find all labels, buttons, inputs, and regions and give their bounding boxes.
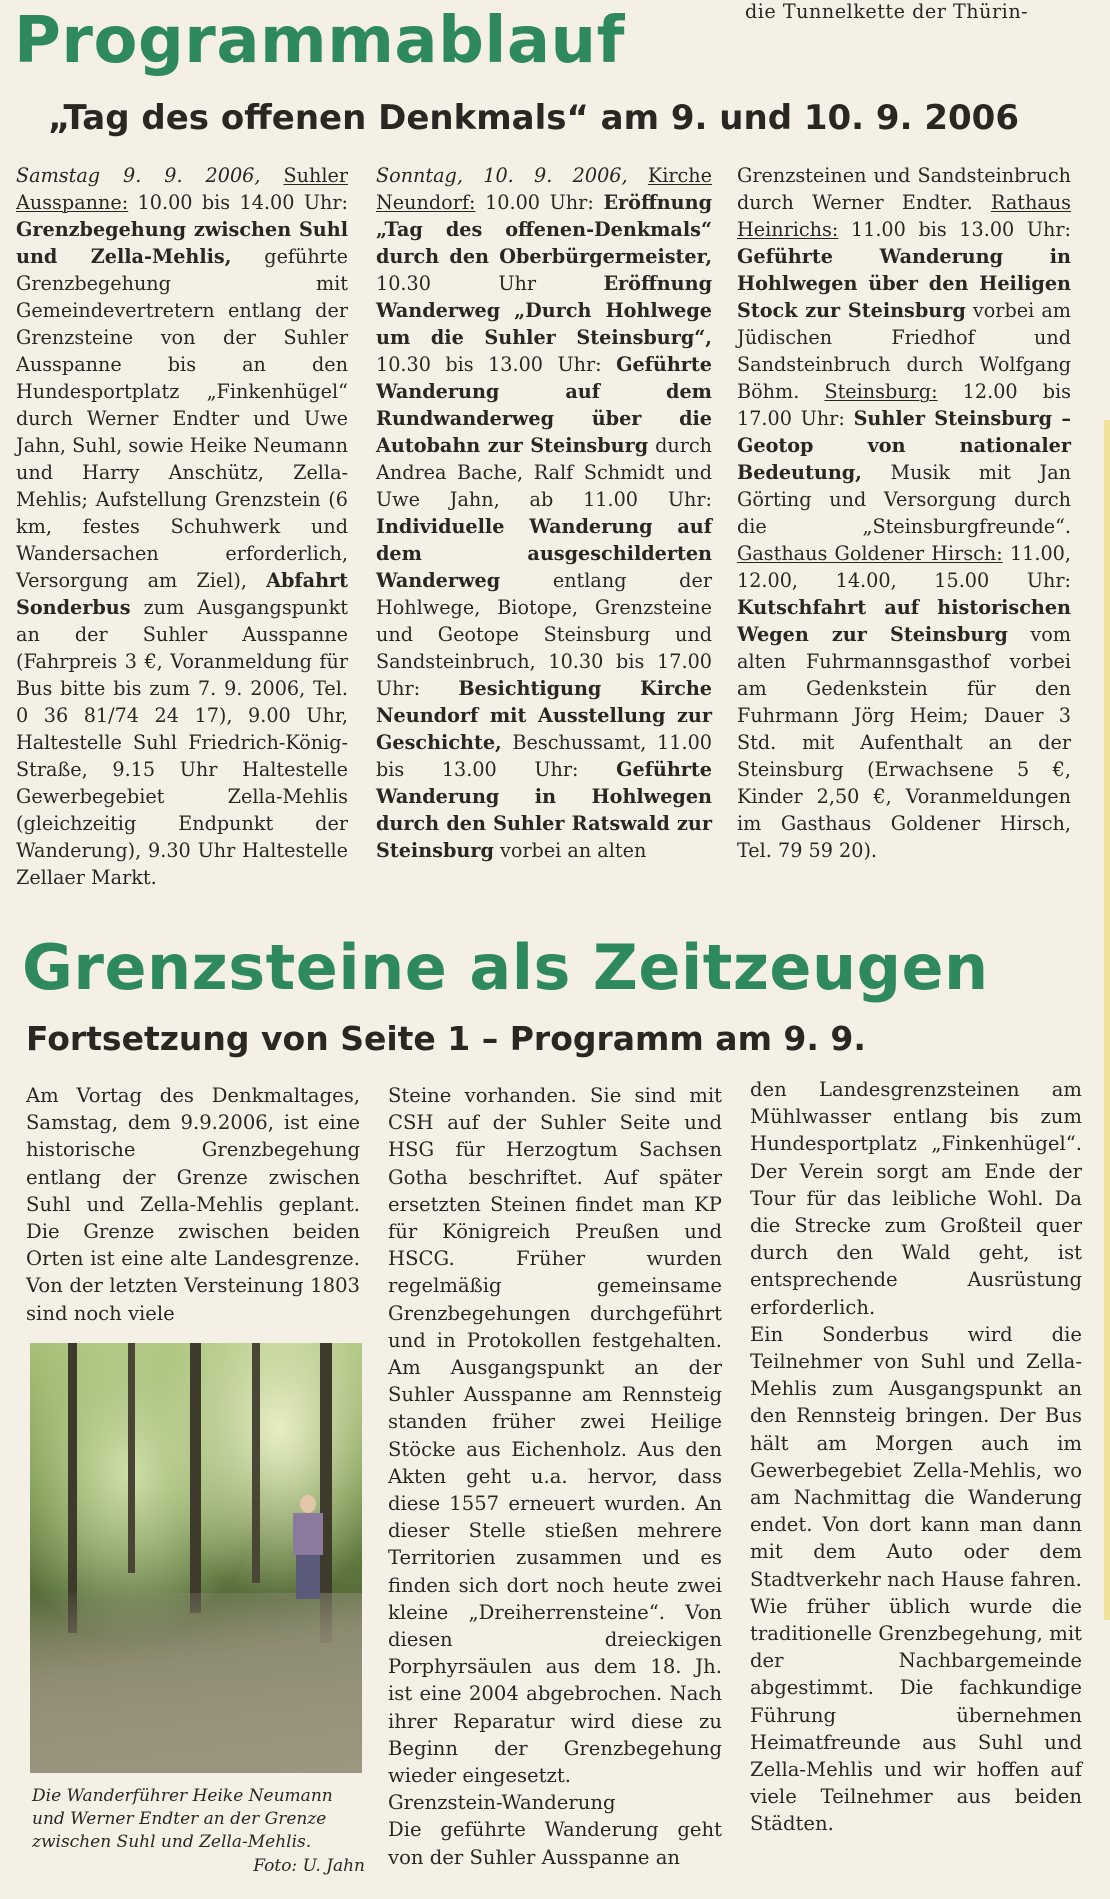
article-paragraph: Ein Sonderbus wird die Teilnehmer von Suhl und Zella-Mehlis zum Ausgangspunkt an den Rennsteig bringen. Der Bus hält am Morgen auch im Gewerbegebiet Zella-Mehlis, wo am Nachmittag die Wanderung endet. Von dort kann man dann mit dem Auto oder dem Stadtverkehr nach Hause fahren.: [750, 1322, 1082, 1591]
program-column-sunday: [376, 162, 712, 864]
previous-article-fragment: die Tunnelkette der Thürin-: [745, 0, 1029, 23]
location-label: Gasthaus Goldener Hirsch:: [737, 542, 1003, 565]
person-body: [293, 1513, 323, 1555]
event-title: Eröffnung „Tag des offenen-Denkmals“ durch den Oberbürgermeister,: [376, 191, 712, 268]
article-column-1: [26, 1082, 360, 1327]
location-label: Kirche Neundorf:: [376, 164, 712, 214]
person-head: [300, 1495, 316, 1513]
article-paragraph: den Landesgrenzsteinen am Mühlwasser entlang bis zum Hundesportplatz „Finkenhügel“. Der Verein sorgt am Ende der Tour für das leibliche Wohl. Da die Strecke zum Großteil quer durch den Wald geht, ist entsprechende Ausrüstung erforderlich.: [750, 1078, 1082, 1319]
photo-caption: Die Wanderführer Heike Neumann und Werner Endter an der Grenze zwischen Suhl und Zella-Mehlis.: [32, 1786, 333, 1852]
person-legs: [296, 1555, 320, 1599]
headline-grenzsteine: Grenzsteine als Zeitzeugen: [22, 931, 989, 1004]
event-title: Kutschfahrt auf historischen Wegen zur Steinsburg: [737, 596, 1071, 646]
event-title: Grenzbegehung zwischen Suhl und Zella-Mehlis,: [16, 218, 348, 268]
location-label: Steinsburg:: [824, 380, 938, 403]
event-title: Besichtigung Kirche Neundorf mit Ausstellung zur Geschichte,: [376, 677, 712, 754]
event-title: Geführte Wanderung in Hohlwegen durch den Suhler Ratswald zur Steinsburg: [376, 758, 712, 862]
article-paragraph: Steine vorhanden. Sie sind mit CSH auf der Suhler Seite und HSG für Herzogtum Sachsen Gotha beschriftet. Auf später ersetzten Steinen findet man KP für Königreich Preußen und HSCG. Früher wurden regelmäßig gemeinsame Grenzbegehungen durchgeführt und in Protokollen festgehalten. Am Ausgangspunkt an der Suhler Ausspanne am Rennsteig standen früher zwei Heilige Stöcke aus Eichenholz. Aus den Akten geht u.a. hervor, dass diese 1557 erneuert wurden. An dieser Stelle stießen mehrere Territorien zusammen und es finden sich dort noch heute zwei kleine „Dreiherrensteine“. Von diesen dreieckigen Porphyrsäulen aus dem 18. Jh. ist eine 2004 abgebrochen. Nach ihrer Reparatur wird diese zu Beginn der Grenzbegehung wieder eingesetzt.: [388, 1084, 722, 1788]
time-text: 10.00 Uhr:: [475, 191, 604, 214]
event-title: Abfahrt Sonderbus: [16, 569, 348, 619]
event-description: Musik mit Jan Görting und Versorgung durch die „Steinsburgfreunde“.: [737, 461, 1071, 538]
tree-trunk: [128, 1343, 135, 1573]
event-title: Geführte Wanderung in Hohlwegen über den Heiligen Stock zur Steinsburg: [737, 245, 1071, 322]
event-title: Geführte Wanderung auf dem Rundwanderweg über die Autobahn zur Steinsburg: [376, 353, 712, 457]
paper-edge-highlight: [1104, 420, 1110, 1620]
event-description: durch Andrea Bache, Ralf Schmidt und Uwe Jahn, ab 11.00 Uhr:: [376, 434, 712, 511]
time-text: 10.30 bis 13.00 Uhr:: [376, 353, 617, 376]
article-column-3: [750, 1076, 1082, 1838]
event-description: Beschussamt, 11.00 bis 13.00 Uhr:: [376, 731, 712, 781]
forest-photo: [30, 1343, 362, 1773]
time-text: 12.00 bis 17.00 Uhr:: [737, 380, 1071, 430]
article-column-2: [388, 1082, 722, 1871]
event-description: vorbei am Jüdischen Friedhof und Sandsteinbruch durch Wolfgang Böhm.: [737, 299, 1071, 403]
article-paragraph: Am Vortag des Denkmaltages, Samstag, dem 9.9.2006, ist eine historische Grenzbegehung entlang der Grenze zwischen Suhl und Zella-Mehlis geplant. Die Grenze zwischen beiden Orten ist eine alte Landesgrenze. Von der letzten Versteinung 1803 sind noch viele: [26, 1084, 360, 1325]
event-description: vorbei an alten: [493, 839, 647, 862]
subheadline-fortsetzung: Fortsetzung von Seite 1 – Programm am 9. 9.: [26, 1019, 866, 1058]
event-description: geführte Grenzbegehung mit Gemeindevertretern entlang der Grenzsteine von der Suhler Ausspanne bis an den Hundesportplatz „Finkenhügel“ durch Werner Endter und Uwe Jahn, Suhl, sowie Heike Neumann und Harry Anschütz, Zella-Mehlis; Aufstellung Grenzstein (6 km, festes Schuhwerk und Wandersachen erforderlich, Versorgung am Ziel),: [16, 245, 348, 592]
event-description: zum Ausgangspunkt an der Suhler Ausspanne (Fahrpreis 3 €, Voranmeldung für Bus bitte bis zum 7. 9. 2006, Tel. 0 36 81/74 24 17), 9.00 Uhr, Haltestelle Suhl Friedrich-König-Straße, 9.15 Uhr Haltestelle Gewerbegebiet Zella-Mehlis (gleichzeitig Endpunkt der Wanderung), 9.30 Uhr Haltestelle Zellaer Markt.: [16, 596, 348, 889]
subheadline-denkmal-dates: „Tag des offenen Denkmals“ am 9. und 10. 9. 2006: [48, 98, 1019, 138]
headline-programmablauf: Programmablauf: [14, 4, 625, 78]
event-title: Suhler Steinsburg – Geotop von nationaler Bedeutung,: [737, 407, 1071, 484]
location-label: Suhler Ausspanne:: [16, 164, 348, 214]
article-subheading: Grenzstein-Wanderung: [388, 1791, 616, 1815]
event-description: vom alten Fuhrmannsgasthof vorbei am Gedenkstein für den Fuhrmann Jörg Heim; Dauer 3 Std. mit Aufenthalt an der Steinsburg (Erwachsene 5 €, Kinder 2,50 €, Voranmeldungen im Gasthaus Goldener Hirsch, Tel. 79 59 20).: [737, 623, 1071, 862]
time-text: 10.00 bis 14.00 Uhr:: [128, 191, 348, 214]
article-paragraph: Wie früher üblich wurde die traditionelle Grenzbegehung, mit der Nachbargemeinde abgestimmt. Die fachkundige Führung übernehmen Heimatfreunde aus Suhl und Zella-Mehlis und wir hoffen auf viele Teilnehmer aus beiden Städten.: [750, 1594, 1082, 1836]
tree-trunk: [252, 1343, 260, 1583]
event-description: entlang der Hohlwege, Biotope, Grenzsteine und Geotope Steinsburg und Sandsteinbruch, 10.30 bis 17.00 Uhr:: [376, 569, 712, 700]
event-title: Individuelle Wanderung auf dem ausgeschilderten Wanderweg: [376, 515, 712, 592]
forest-path: [30, 1593, 362, 1773]
event-description: Grenzsteinen und Sandsteinbruch durch Werner Endter.: [737, 164, 1071, 214]
program-column-saturday: [16, 162, 348, 891]
article-paragraph: Die geführte Wanderung geht von der Suhler Ausspanne an: [388, 1818, 722, 1869]
tree-trunk: [68, 1343, 77, 1633]
time-text: 11.00 bis 13.00 Uhr:: [838, 218, 1071, 241]
date-label: Sonntag, 10. 9. 2006,: [376, 164, 628, 187]
location-label: Rathaus Heinrichs:: [737, 191, 1071, 241]
program-column-continued: [737, 162, 1071, 864]
date-label: Samstag 9. 9. 2006,: [16, 164, 261, 187]
photo-credit: Foto: U. Jahn: [253, 1856, 365, 1876]
event-title: Eröffnung Wanderweg „Durch Hohlwege um die Suhler Steinsburg“,: [376, 272, 712, 349]
time-text: 10.30 Uhr: [376, 272, 604, 295]
time-text: 11.00, 12.00, 14.00, 15.00 Uhr:: [737, 542, 1071, 592]
tree-trunk: [190, 1343, 201, 1613]
